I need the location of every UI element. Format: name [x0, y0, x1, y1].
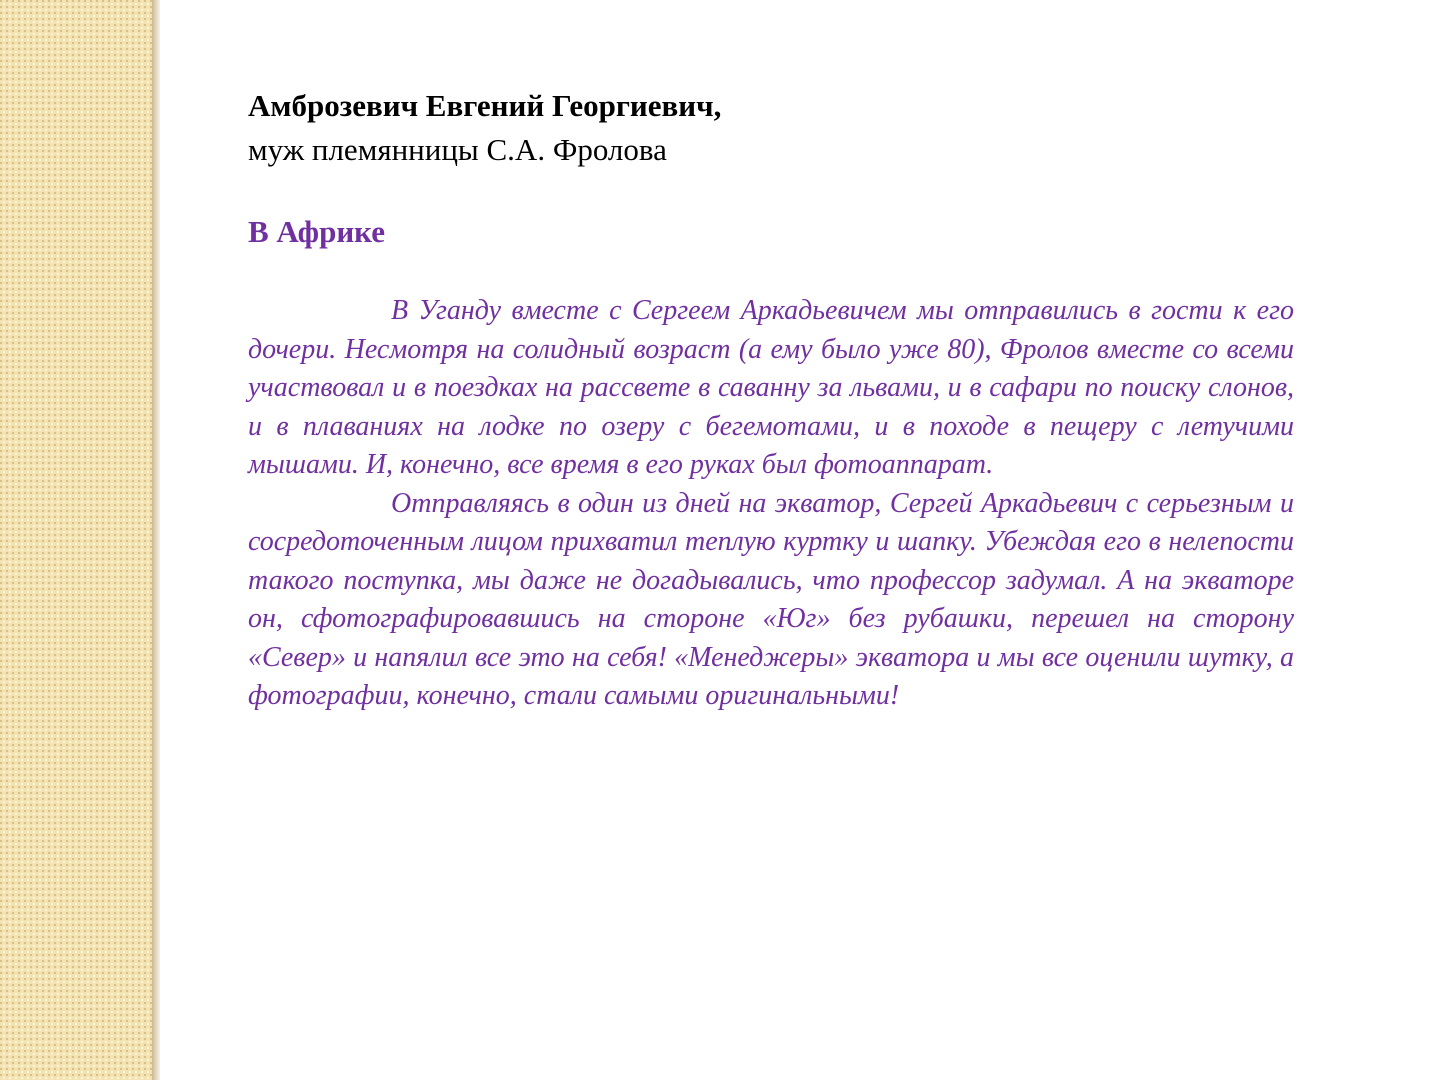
- author-name: Амброзевич Евгений Георгиевич,: [248, 88, 722, 123]
- decorative-side-band: [0, 0, 152, 1080]
- story-text: [248, 292, 1294, 716]
- section-title: В Африке: [248, 214, 386, 249]
- author-block: [248, 84, 1294, 172]
- story-paragraph: Отправляясь в один из дней на экватор, Сергей Аркадьевич с серьезным и сосредоточенным лицом прихватил теплую куртку и шапку. Убеждая его в нелепости такого поступка, мы даже не догадывались, что профессор задумал. А на экваторе он, сфотографировавшись на стороне «Юг» без рубашки, перешел на сторону «Север» и напялил все это на себя! «Менеджеры» экватора и мы все оценили шутку, а фотографии, конечно, стали самыми оригинальными!: [248, 487, 1294, 711]
- slide-content: [248, 84, 1294, 716]
- story-paragraph: В Уганду вместе с Сергеем Аркадьевичем мы отправились в гости к его дочери. Несмотря на солидный возраст (а ему было уже 80), Фролов вместе со всеми участвовал и в поездках на рассвете в саванну за львами, и в сафари по поиску слонов, и в плаваниях на лодке по озеру с бегемотами, и в походе в пещеру с летучими мышами. И, конечно, все время в его руках был фотоаппарат.: [248, 295, 1294, 480]
- side-band-edge-shadow: [152, 0, 160, 1080]
- author-relation: муж племянницы С.А. Фролова: [248, 132, 667, 167]
